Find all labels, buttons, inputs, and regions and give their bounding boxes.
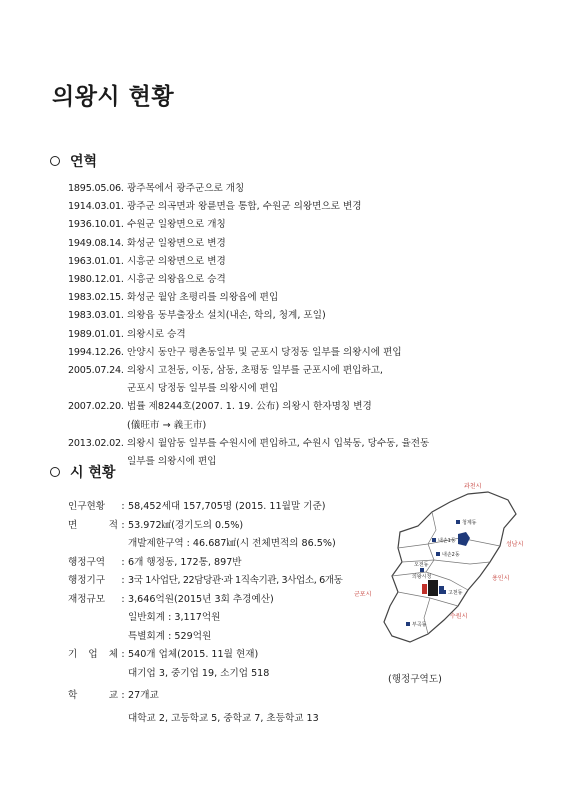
circle-bullet-icon xyxy=(50,467,60,477)
history-entry xyxy=(68,198,538,216)
stat-organization: 행정기구 : 3국 1사업단, 22담당관·과 1직속기관, 3사업소, 6개동 xyxy=(68,575,343,586)
stat-companies-sub: 대기업 3, 중기업 19, 소기업 518 xyxy=(128,667,270,679)
history-text-line: 의왕읍 동부출장소 설치(내손, 학의, 청계, 포일) xyxy=(127,310,326,322)
history-date: 1949.08.14. xyxy=(68,237,124,249)
history-entry xyxy=(68,216,538,234)
district-label: 부곡동 xyxy=(412,622,427,628)
district-marker xyxy=(420,568,424,572)
history-text xyxy=(127,216,538,234)
district-label: 청계동 xyxy=(462,520,477,526)
city-hall-marker xyxy=(428,580,438,596)
history-date: 1895.05.06. xyxy=(68,183,124,194)
neighbor-south: 수원시 xyxy=(450,613,468,620)
history-entry xyxy=(68,326,538,344)
history-text xyxy=(127,344,538,362)
district-map xyxy=(340,472,530,654)
status-heading: 시 현황 xyxy=(50,462,115,482)
neighbor-east: 성남시 xyxy=(506,541,524,548)
history-text xyxy=(127,435,538,471)
stat-area-sub: 개발제한구역 : 46.687㎢(시 전체면적의 86.5%) xyxy=(128,538,336,549)
history-text xyxy=(127,271,538,289)
history-date: 2005.07.24. xyxy=(68,365,124,377)
history-text-line: 광주군 의곡면과 왕륜면을 통합, 수원군 의왕면으로 변경 xyxy=(127,201,362,213)
history-text-line: 광주목에서 광주군으로 개칭 xyxy=(127,183,245,194)
stat-schools-sub: 대학교 2, 고등학교 5, 중학교 7, 초등학교 13 xyxy=(128,712,319,724)
district-label: 내손2동 xyxy=(442,552,460,558)
neighbor-east2: 용인시 xyxy=(492,575,510,582)
history-date: 1989.01.01. xyxy=(68,328,124,340)
stat-schools-label: 학 교 xyxy=(68,690,118,701)
history-entry xyxy=(68,435,538,471)
history-text xyxy=(127,289,538,307)
history-text-line: 의왕시 월암동 일부를 수원시에 편입하고, 수원시 입북동, 당수동, 율전동 xyxy=(127,437,430,449)
district-label: 오전동 xyxy=(414,562,429,568)
history-entry xyxy=(68,344,538,362)
district-marker xyxy=(456,520,460,524)
stat-schools: 학 교 : 27개교 xyxy=(68,687,368,706)
history-entry xyxy=(68,180,538,198)
district-marker xyxy=(436,552,440,556)
district-marker xyxy=(432,538,436,542)
history-text-line: 법률 제8244호(2007. 1. 19. 公布) 의왕시 한자명칭 변경 xyxy=(127,401,372,413)
history-text-line: 시흥군 의왕면으로 변경 xyxy=(127,255,226,267)
history-text-line: 안양시 동안구 평촌동일부 및 군포시 당정동 일부를 의왕시에 편입 xyxy=(127,346,402,358)
history-entry xyxy=(68,235,538,253)
district-label: 내손1동 xyxy=(438,538,456,544)
history-entry xyxy=(68,362,538,398)
history-text-line: 화성군 월암 초평리를 의왕읍에 편입 xyxy=(127,292,279,304)
stat-finance-general: 일반회계 : 3,117억원 xyxy=(128,612,221,623)
history-text-line: (儀旺市 → 義王市) xyxy=(127,419,207,431)
status-list xyxy=(68,498,368,728)
history-entry xyxy=(68,289,538,307)
map-caption: (행정구역도) xyxy=(388,674,442,685)
history-text xyxy=(127,253,538,271)
stat-districts: 행정구역 : 6개 행정동, 172통, 897반 xyxy=(68,556,242,568)
stat-finance-special: 특별회계 : 529억원 xyxy=(128,630,212,642)
history-text-line: 의왕시로 승격 xyxy=(127,328,186,340)
stat-companies-label: 기 업 체 xyxy=(68,649,118,660)
history-list xyxy=(68,180,538,471)
page-title: 의왕시 현황 xyxy=(52,84,175,110)
history-text-line: 의왕시 고천동, 이동, 삼동, 초평동 일부를 군포시에 편입하고, xyxy=(127,365,383,377)
history-date: 1983.02.15. xyxy=(68,292,124,304)
stat-population: 인구현황 : 58,452세대 157,705명 (2015. 11월말 기준) xyxy=(68,501,326,512)
neighbor-north: 과천시 xyxy=(464,483,482,490)
history-entry xyxy=(68,398,538,434)
history-entry xyxy=(68,253,538,271)
history-date: 1983.03.01. xyxy=(68,310,124,322)
history-text xyxy=(127,307,538,325)
city-hall-label: 의왕시청 xyxy=(412,574,432,580)
history-date: 2007.02.20. xyxy=(68,401,124,413)
history-text-line: 화성군 일왕면으로 변경 xyxy=(127,237,226,249)
history-text xyxy=(127,198,538,216)
history-text-line: 수원군 일왕면으로 개칭 xyxy=(127,219,226,231)
history-date: 1994.12.26. xyxy=(68,346,124,358)
history-date: 1936.10.01. xyxy=(68,219,124,231)
history-heading: 연혁 xyxy=(50,151,97,171)
stat-finance: 재정규모 : 3,646억원(2015년 3회 추경예산) xyxy=(68,593,274,605)
district-label: 고천동 xyxy=(448,590,463,596)
circle-bullet-icon xyxy=(50,156,60,166)
history-text xyxy=(127,235,538,253)
district-marker xyxy=(442,590,446,594)
history-date: 1980.12.01. xyxy=(68,274,124,286)
district-marker xyxy=(406,622,410,626)
station-marker xyxy=(422,584,427,594)
history-date: 1914.03.01. xyxy=(68,201,124,213)
history-text xyxy=(127,326,538,344)
history-date: 2013.02.02. xyxy=(68,437,124,449)
history-text xyxy=(127,180,538,198)
stat-companies: 기 업 체 : 540개 업체(2015. 11월 현재) xyxy=(68,646,368,665)
history-date: 1963.01.01. xyxy=(68,255,124,267)
history-text xyxy=(127,398,538,434)
stat-area: 면 적 : 53.972㎢(경기도의 0.5%) xyxy=(68,517,368,536)
history-text-line: 시흥군 의왕읍으로 승격 xyxy=(127,274,226,286)
history-text xyxy=(127,362,538,398)
history-entry xyxy=(68,271,538,289)
neighbor-west: 군포시 xyxy=(354,591,372,598)
history-text-line: 군포시 당정동 일부를 의왕시에 편입 xyxy=(127,383,279,395)
history-entry xyxy=(68,307,538,325)
history-text-line: 일부를 의왕시에 편입 xyxy=(127,456,217,468)
stat-area-label: 면 적 xyxy=(68,519,118,531)
